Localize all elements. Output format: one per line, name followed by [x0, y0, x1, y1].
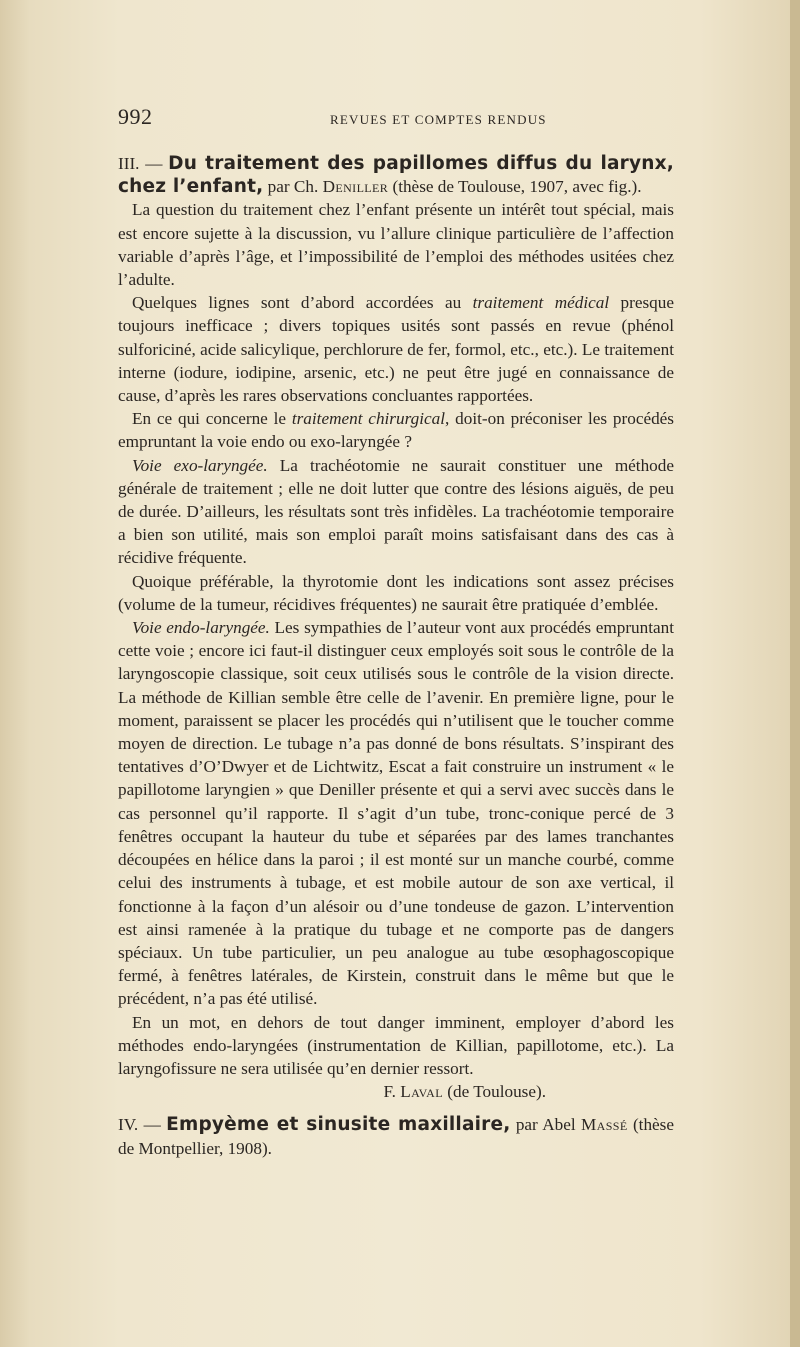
section-4-source: (thèse de Montpellier, 1908). [118, 1115, 675, 1158]
paragraph-2 [118, 291, 674, 407]
page-edge [790, 0, 800, 1347]
paragraph-3-text-a: En ce qui concerne le [132, 409, 292, 429]
paragraph-5: Quoique préférable, la thyrotomie dont les indications sont assez précises (volume de la tumeur, récidives fréquentes) ne saurait être pratiquée d’emblée. [118, 571, 674, 614]
section-3-heading [118, 152, 674, 198]
article-body [118, 152, 674, 1160]
section-4-title: Empyème et sinusite maxillaire, [166, 1114, 511, 1136]
paragraph-4 [118, 454, 674, 570]
paragraph-4-text: La trachéotomie ne saurait constituer une méthode générale de traitement ; elle ne doit lutter que contre des lésions aiguës, de peu de durée. D’ailleurs, les résultats sont très infidèles. La trachéotomie temporaire a bien son utilité, mais son emploi paraît moins satisfaisant dans des cas à récidive fréquente. [118, 455, 674, 568]
section-4-numeral: IV. — [118, 1115, 167, 1135]
section-4-author: Massé [580, 1115, 628, 1135]
paragraph-6-subheading: Voie endo-laryngée. [132, 618, 270, 638]
paragraph-3 [118, 407, 674, 453]
page-number: 992 [118, 104, 153, 129]
paragraph-6 [118, 616, 674, 1010]
paragraph-2-text-b: presque toujours inefficace ; divers topiques usités sont passés en revue (phénol sulforiciné, acide salicylique, perchlorure de fer, formol, etc., etc.). Le traitement interne (iodure, iodipine, arsenic, etc.) ne peut être jugé en connaissance de cause, d’après les rares observations concluantes rapportées. [118, 293, 674, 406]
section-3-numeral: III. — [118, 154, 169, 173]
running-head: REVUES ET COMPTES RENDUS [330, 112, 547, 127]
signature-name: Laval [400, 1082, 443, 1102]
reviewer-signature [118, 1080, 674, 1103]
section-3-source: (thèse de Toulouse, 1907, avec fig.). [388, 177, 642, 197]
paragraph-3-text-b: , doit-on préconiser les procédés empruntant la voie endo ou exo-laryngée ? [118, 409, 674, 452]
paragraph-2-text-a: Quelques lignes sont d’abord accordées au [132, 293, 473, 313]
paragraph-7: En un mot, en dehors de tout danger imminent, employer d’abord les méthodes endo-laryngées (instrumentation de Killian, papillotome, etc.). La laryngofissure ne sera utilisée qu’en dernier ressort. [118, 1012, 674, 1078]
section-3-by: par Ch. [263, 177, 323, 197]
paragraph-1: La question du traitement chez l’enfant présente un intérêt tout spécial, mais est encore sujette à la discussion, vu l’allure clinique particulière de l’affection variable d’après l’âge, et l’impossibilité de l’emploi des méthodes usitées chez l’adulte. [118, 200, 674, 290]
paragraph-6-text: Les sympathies de l’auteur vont aux procédés empruntant cette voie ; encore ici faut-il distinguer ceux employés soit sous le contrôle de la laryngoscopie classique, soit ceux utilisés sous le contrôle de la vision directe. La méthode de Killian semble être celle de l’avenir. En première ligne, pour le moment, paraissent se placer les procédés qui n’utilisent que le toucher comme moyen de direction. Le tubage n’a pas donné de bons résultats. S’inspirant des tentatives d’O’Dwyer et de Lichtwitz, Escat a fait construire un instrument « le papillotome laryngien » que Deniller présente et qui a servi avec succès dans le cas personnel qu’il rapporte. Il s’agit d’un tube, tronc-conique percé de 3 fenêtres occupant la hauteur du tube et séparées par des lames tranchantes découpées en hélice dans la paroi ; il est monté sur un manche courbé, comme celui des instruments à tubage, et est mobile autour de son axe vertical, il fonctionne à la façon d’un alésoir ou d’une tondeuse de gazon. L’intervention est ainsi ramenée à la pratique du tubage et ne comporte pas de dangers spéciaux. Un tube particulier, un peu analogue au tube œsophagoscopique fermé, à fenêtres latérales, de Kirstein, construit dans le même but que le précédent, n’a pas été utilisé. [118, 618, 675, 1009]
paragraph-4-subheading: Voie exo-laryngée. [132, 455, 268, 475]
signature-initial: F. [383, 1082, 401, 1102]
page-header [118, 104, 678, 134]
section-4-heading [118, 1113, 674, 1159]
section-3-author: Deniller [322, 177, 389, 197]
section-4-by: par Abel [510, 1115, 581, 1135]
section-3-title: Du traitement des papillomes diffus du larynx, chez l’enfant, [118, 153, 674, 198]
paragraph-2-emphasis: traitement médical [472, 293, 610, 313]
paragraph-3-emphasis: traitement chirurgical [291, 409, 446, 429]
signature-place: (de Toulouse). [442, 1082, 546, 1102]
